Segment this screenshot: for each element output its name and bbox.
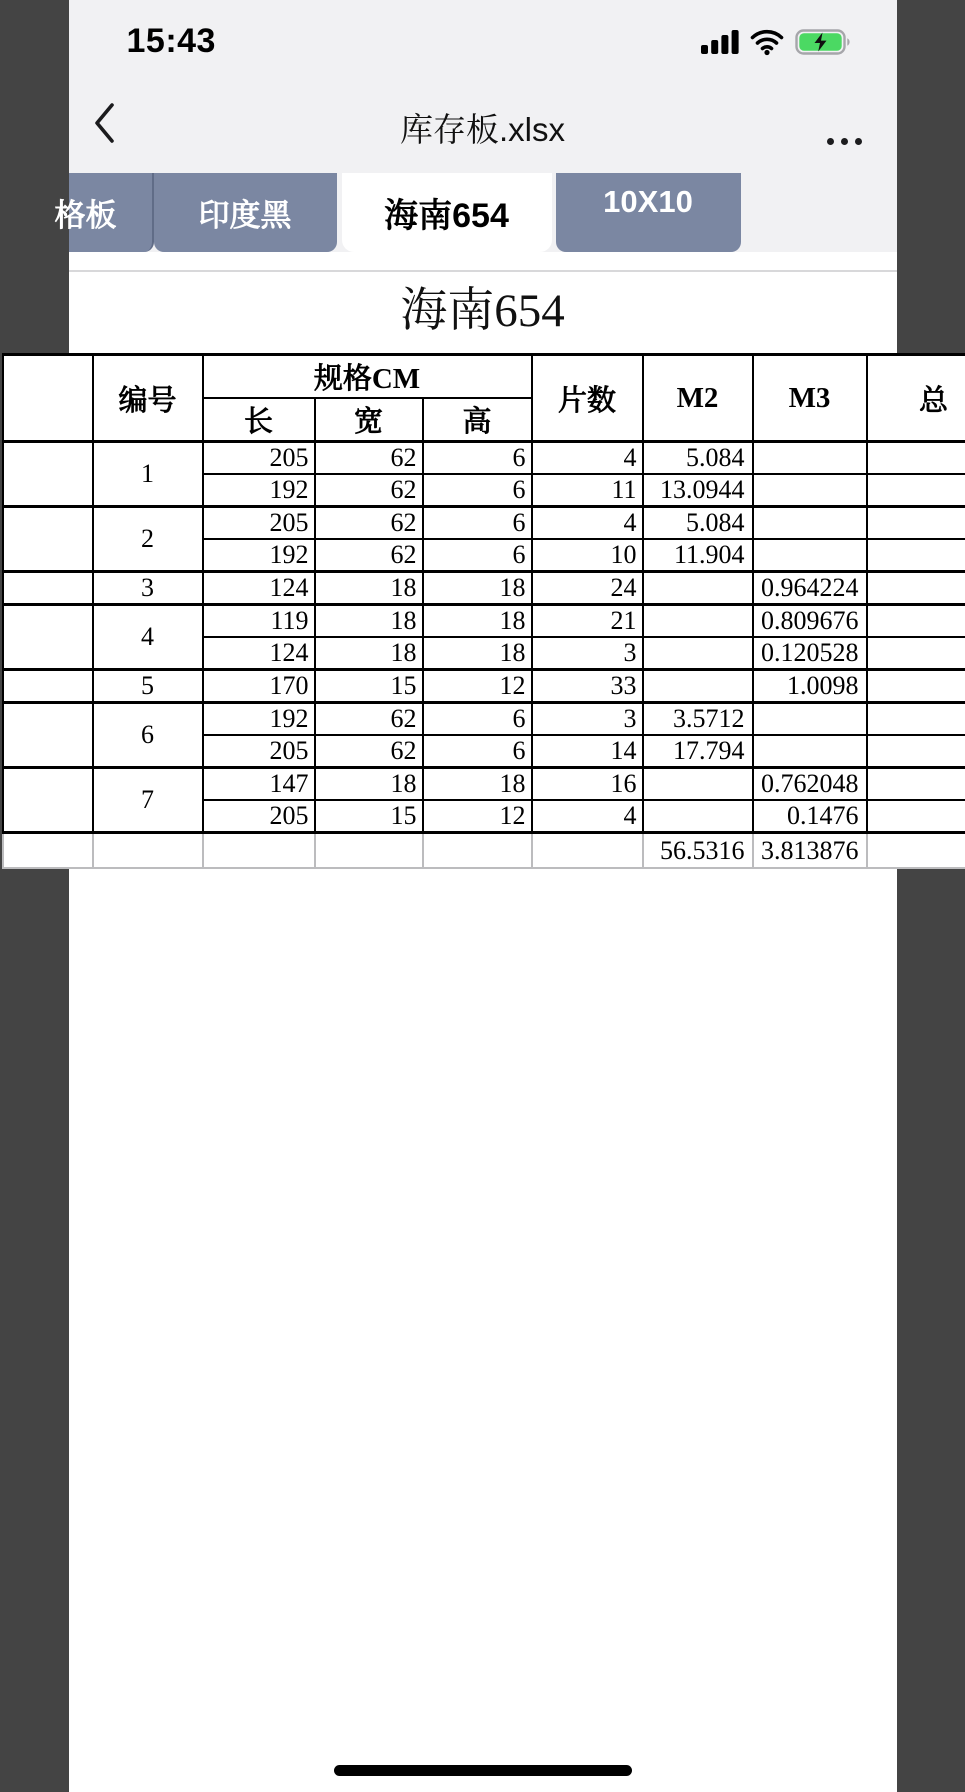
cell-length: 192 (203, 703, 315, 736)
cell-length: 205 (203, 800, 315, 833)
cell-group-id: 7 (93, 768, 203, 833)
cell-pieces: 21 (532, 605, 643, 638)
cell-pieces: 14 (532, 735, 643, 768)
cell-width: 15 (315, 670, 423, 703)
cell-pieces: 3 (532, 637, 643, 670)
header-length: 长 (203, 398, 315, 442)
cell-pieces: 11 (532, 474, 643, 507)
sheet-content (69, 270, 948, 869)
cell-pieces: 24 (532, 572, 643, 605)
cell-pieces: 16 (532, 768, 643, 801)
cell-left-partial (3, 507, 93, 572)
cell-m3 (753, 474, 867, 507)
cell-left-partial (3, 442, 93, 507)
header-pieces: 片数 (532, 355, 643, 442)
cell-height: 18 (423, 605, 532, 638)
cell-right-partial (867, 539, 965, 572)
cell-length: 147 (203, 768, 315, 801)
cell-right-partial (867, 605, 965, 638)
cell-height (423, 833, 532, 869)
cell-width: 62 (315, 539, 423, 572)
cell-length: 170 (203, 670, 315, 703)
cell-group-id: 5 (93, 670, 203, 703)
status-bar (69, 0, 897, 88)
tab-geban[interactable]: 格板 (69, 173, 154, 252)
table-row (3, 572, 965, 605)
status-time: 15:43 (126, 22, 216, 60)
cell-m3 (753, 507, 867, 540)
cell-width: 18 (315, 637, 423, 670)
cell-height: 12 (423, 800, 532, 833)
cell-group-id: 1 (93, 442, 203, 507)
table-body (3, 442, 965, 869)
cell-m2 (643, 572, 753, 605)
cell-pieces: 4 (532, 442, 643, 475)
cell-height: 6 (423, 442, 532, 475)
cell-width: 62 (315, 474, 423, 507)
cell-group-id: 2 (93, 507, 203, 572)
cell-right-partial (867, 670, 965, 703)
cell-pieces: 4 (532, 507, 643, 540)
cell-height: 18 (423, 637, 532, 670)
cell-m2 (643, 670, 753, 703)
cell-height: 6 (423, 474, 532, 507)
cell-m2: 13.0944 (643, 474, 753, 507)
nav-bar (69, 88, 897, 152)
cell-m3 (753, 703, 867, 736)
cell-length: 124 (203, 637, 315, 670)
totals-row (3, 833, 965, 869)
cell-right-partial (867, 507, 965, 540)
cell-height: 6 (423, 703, 532, 736)
battery-charging-icon (795, 29, 851, 60)
table-row (3, 670, 965, 703)
cell-right-partial (867, 833, 965, 869)
cell-group-id: 4 (93, 605, 203, 670)
cell-left-partial (3, 605, 93, 670)
cell-group-id: 6 (93, 703, 203, 768)
table-row (3, 507, 965, 540)
header-height: 高 (423, 398, 532, 442)
cell-left-partial (3, 833, 93, 869)
header-m2: M2 (643, 355, 753, 442)
more-button[interactable] (825, 132, 864, 151)
cell-width: 18 (315, 572, 423, 605)
cell-m2: 17.794 (643, 735, 753, 768)
cell-pieces: 3 (532, 703, 643, 736)
cell-height: 6 (423, 507, 532, 540)
header-width: 宽 (315, 398, 423, 442)
cell-width: 18 (315, 768, 423, 801)
tab-10x10[interactable]: 10X10 (556, 173, 741, 252)
cell-left-partial (3, 670, 93, 703)
cell-m3: 0.120528 (753, 637, 867, 670)
header-m3: M3 (753, 355, 867, 442)
cell-width: 62 (315, 703, 423, 736)
cell-m2-total: 56.5316 (643, 833, 753, 869)
cell-left-partial (3, 572, 93, 605)
wifi-icon (750, 29, 784, 60)
cell-m2 (643, 800, 753, 833)
cell-width (315, 833, 423, 869)
sheet-tab-bar (54, 173, 897, 252)
cell-width: 15 (315, 800, 423, 833)
ellipsis-icon (827, 138, 834, 145)
sheet-title: 海南654 (400, 285, 565, 337)
cell-height: 12 (423, 670, 532, 703)
table-row (3, 703, 965, 736)
cell-m2: 5.084 (643, 442, 753, 475)
cell-m2: 3.5712 (643, 703, 753, 736)
cell-group-id (93, 833, 203, 869)
cell-m3 (753, 735, 867, 768)
cell-length: 205 (203, 442, 315, 475)
cell-right-partial (867, 703, 965, 736)
cell-width: 62 (315, 507, 423, 540)
header-right-partial: 总 (867, 355, 965, 442)
cell-length: 205 (203, 507, 315, 540)
header-left-partial (3, 355, 93, 442)
tab-yinduhei[interactable]: 印度黑 (154, 173, 337, 252)
cell-m3: 0.809676 (753, 605, 867, 638)
cell-length (203, 833, 315, 869)
cell-right-partial (867, 735, 965, 768)
cell-pieces (532, 833, 643, 869)
cell-height: 18 (423, 768, 532, 801)
cell-pieces: 33 (532, 670, 643, 703)
cell-right-partial (867, 442, 965, 475)
inventory-table (2, 353, 965, 869)
cell-pieces: 10 (532, 539, 643, 572)
cell-m2 (643, 605, 753, 638)
cell-right-partial (867, 800, 965, 833)
table-row (3, 442, 965, 475)
document-title: 库存板.xlsx (400, 111, 565, 148)
cell-right-partial (867, 474, 965, 507)
cell-length: 205 (203, 735, 315, 768)
table-row (3, 768, 965, 801)
cell-m2 (643, 637, 753, 670)
cell-height: 6 (423, 539, 532, 572)
home-indicator[interactable] (334, 1765, 632, 1776)
cell-group-id: 3 (93, 572, 203, 605)
cell-right-partial (867, 768, 965, 801)
cell-m3: 0.964224 (753, 572, 867, 605)
cell-m2 (643, 768, 753, 801)
tab-hainan654-active[interactable]: 海南654 (342, 173, 552, 252)
cell-m2: 5.084 (643, 507, 753, 540)
cell-height: 18 (423, 572, 532, 605)
cell-m3: 1.0098 (753, 670, 867, 703)
cell-width: 62 (315, 735, 423, 768)
phone-screen (54, 0, 948, 1792)
cell-length: 124 (203, 572, 315, 605)
table-wrapper (2, 353, 965, 869)
table-row (3, 605, 965, 638)
cell-right-partial (867, 572, 965, 605)
cell-m2: 11.904 (643, 539, 753, 572)
cell-length: 192 (203, 474, 315, 507)
cell-length: 192 (203, 539, 315, 572)
header-id: 编号 (93, 355, 203, 442)
status-icons (701, 30, 851, 58)
cell-left-partial (3, 703, 93, 768)
cell-height: 6 (423, 735, 532, 768)
cell-width: 18 (315, 605, 423, 638)
cell-m3 (753, 442, 867, 475)
cell-m3 (753, 539, 867, 572)
cellular-signal-icon (701, 29, 739, 60)
cell-right-partial (867, 637, 965, 670)
cell-left-partial (3, 768, 93, 833)
cell-m3-total: 3.813876 (753, 833, 867, 869)
cell-pieces: 4 (532, 800, 643, 833)
cell-width: 62 (315, 442, 423, 475)
cell-length: 119 (203, 605, 315, 638)
cell-m3: 0.762048 (753, 768, 867, 801)
header-spec-group: 规格CM (203, 355, 532, 399)
cell-m3: 0.1476 (753, 800, 867, 833)
